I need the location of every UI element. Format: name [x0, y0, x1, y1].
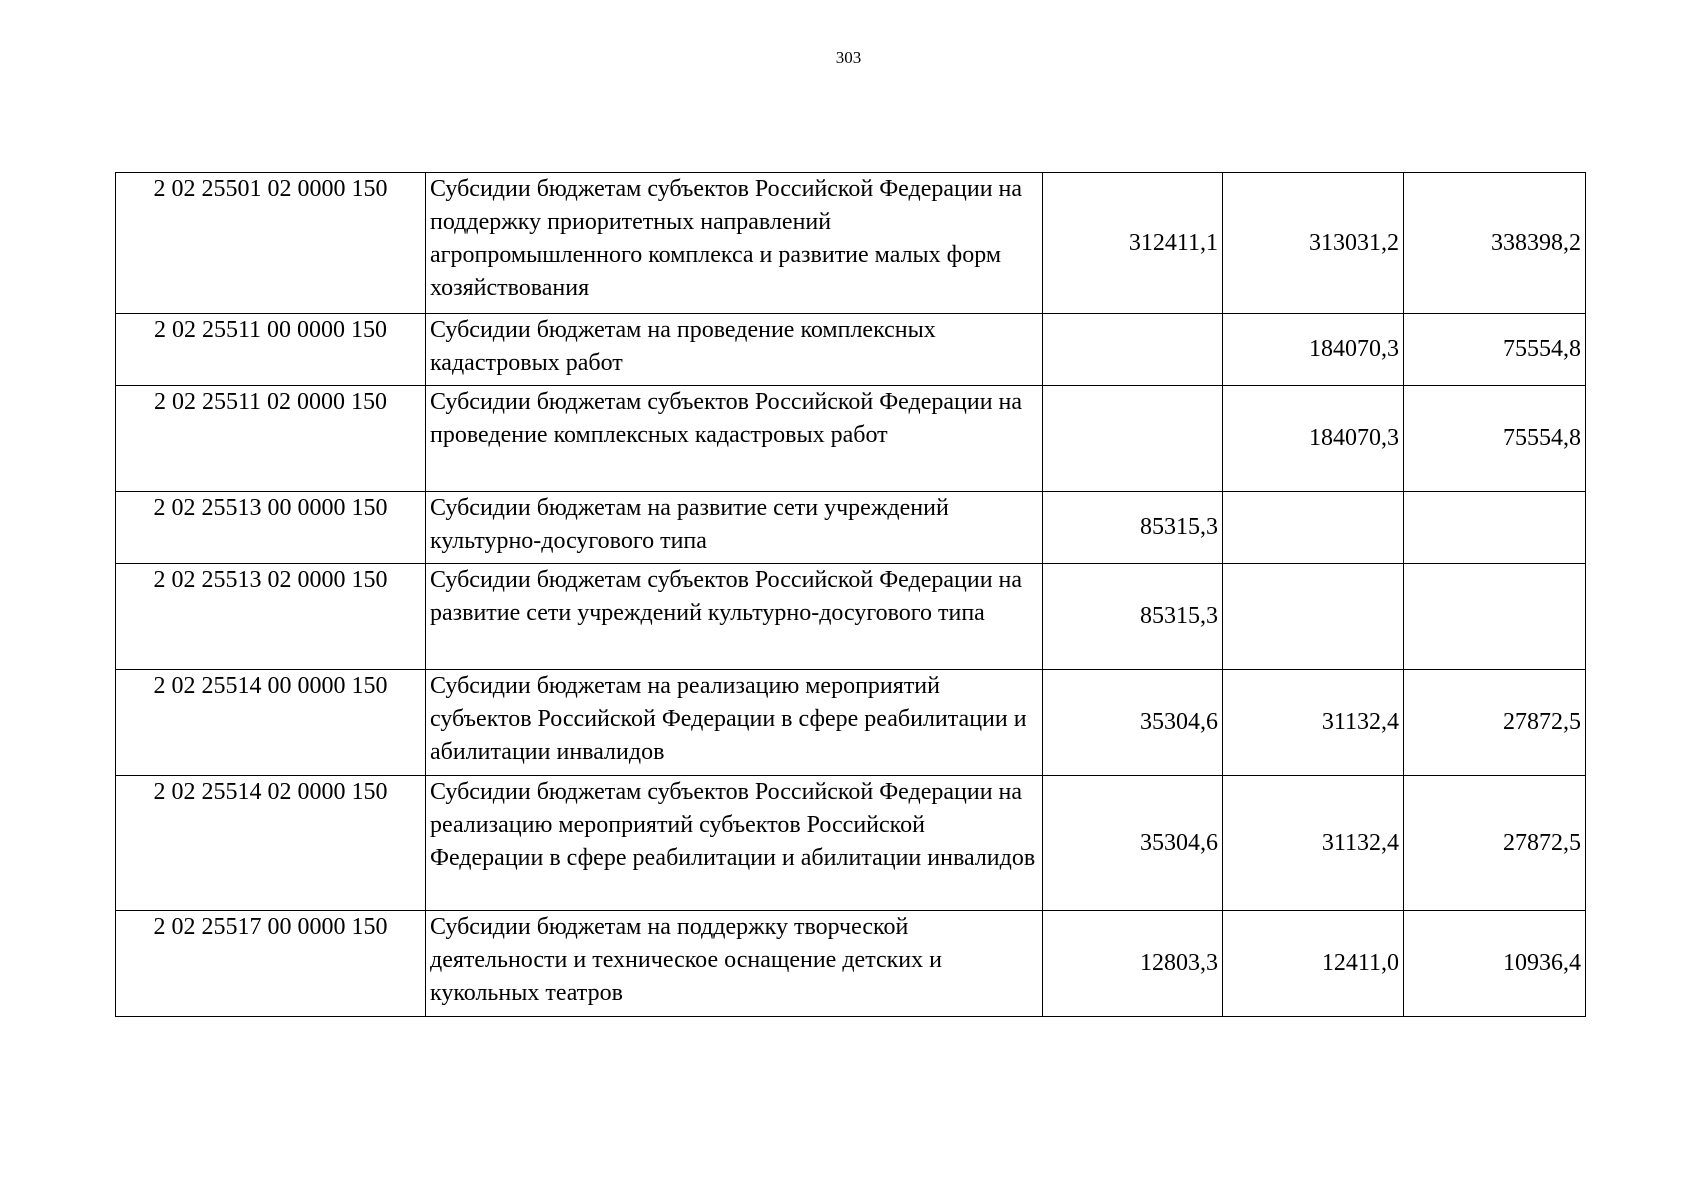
- amount-year-1-cell: 85315,3: [1043, 564, 1223, 670]
- amount-year-2-cell: [1223, 564, 1404, 670]
- amount-year-2-cell: 313031,2: [1223, 173, 1404, 314]
- amount-year-1-cell: [1043, 386, 1223, 492]
- description-cell: Субсидии бюджетам на развитие сети учреждений культурно-досугового типа: [426, 492, 1043, 564]
- description-cell: Субсидии бюджетам субъектов Российской Федерации на проведение комплексных кадастровых работ: [426, 386, 1043, 492]
- table-row: [116, 173, 1586, 314]
- amount-year-2-cell: 12411,0: [1223, 911, 1404, 1017]
- budget-table: [115, 172, 1586, 1017]
- budget-code-cell: 2 02 25513 00 0000 150: [116, 492, 426, 564]
- amount-year-3-cell: 27872,5: [1404, 670, 1586, 776]
- amount-year-2-cell: 184070,3: [1223, 314, 1404, 386]
- amount-year-1-cell: 12803,3: [1043, 911, 1223, 1017]
- budget-code-cell: 2 02 25514 00 0000 150: [116, 670, 426, 776]
- amount-year-3-cell: 10936,4: [1404, 911, 1586, 1017]
- amount-year-3-cell: [1404, 564, 1586, 670]
- amount-year-2-cell: 31132,4: [1223, 776, 1404, 911]
- amount-year-1-cell: 312411,1: [1043, 173, 1223, 314]
- amount-year-3-cell: [1404, 492, 1586, 564]
- amount-year-1-cell: 35304,6: [1043, 776, 1223, 911]
- page-number: 303: [835, 48, 862, 67]
- amount-year-3-cell: 75554,8: [1404, 314, 1586, 386]
- table-row: [116, 492, 1586, 564]
- amount-year-2-cell: 184070,3: [1223, 386, 1404, 492]
- description-cell: Субсидии бюджетам субъектов Российской Федерации на реализацию мероприятий субъектов Российской Федерации в сфере реабилитации и абилитации инвалидов: [426, 776, 1043, 911]
- amount-year-3-cell: 338398,2: [1404, 173, 1586, 314]
- amount-year-1-cell: 35304,6: [1043, 670, 1223, 776]
- budget-code-cell: 2 02 25513 02 0000 150: [116, 564, 426, 670]
- table-row: [116, 314, 1586, 386]
- amount-year-1-cell: 85315,3: [1043, 492, 1223, 564]
- description-cell: Субсидии бюджетам на реализацию мероприятий субъектов Российской Федерации в сфере реабилитации и абилитации инвалидов: [426, 670, 1043, 776]
- amount-year-3-cell: 75554,8: [1404, 386, 1586, 492]
- amount-year-2-cell: [1223, 492, 1404, 564]
- budget-code-cell: 2 02 25501 02 0000 150: [116, 173, 426, 314]
- amount-year-2-cell: 31132,4: [1223, 670, 1404, 776]
- description-cell: Субсидии бюджетам субъектов Российской Федерации на поддержку приоритетных направлений агропромышленного комплекса и развитие малых форм хозяйствования: [426, 173, 1043, 314]
- table-row: [116, 776, 1586, 911]
- budget-code-cell: 2 02 25514 02 0000 150: [116, 776, 426, 911]
- budget-code-cell: 2 02 25517 00 0000 150: [116, 911, 426, 1017]
- amount-year-3-cell: 27872,5: [1404, 776, 1586, 911]
- budget-code-cell: 2 02 25511 02 0000 150: [116, 386, 426, 492]
- table-row: [116, 670, 1586, 776]
- description-cell: Субсидии бюджетам на проведение комплексных кадастровых работ: [426, 314, 1043, 386]
- amount-year-1-cell: [1043, 314, 1223, 386]
- table-row: [116, 911, 1586, 1017]
- table-row: [116, 564, 1586, 670]
- description-cell: Субсидии бюджетам субъектов Российской Федерации на развитие сети учреждений культурно-досугового типа: [426, 564, 1043, 670]
- budget-code-cell: 2 02 25511 00 0000 150: [116, 314, 426, 386]
- description-cell: Субсидии бюджетам на поддержку творческой деятельности и техническое оснащение детских и кукольных театров: [426, 911, 1043, 1017]
- table-row: [116, 386, 1586, 492]
